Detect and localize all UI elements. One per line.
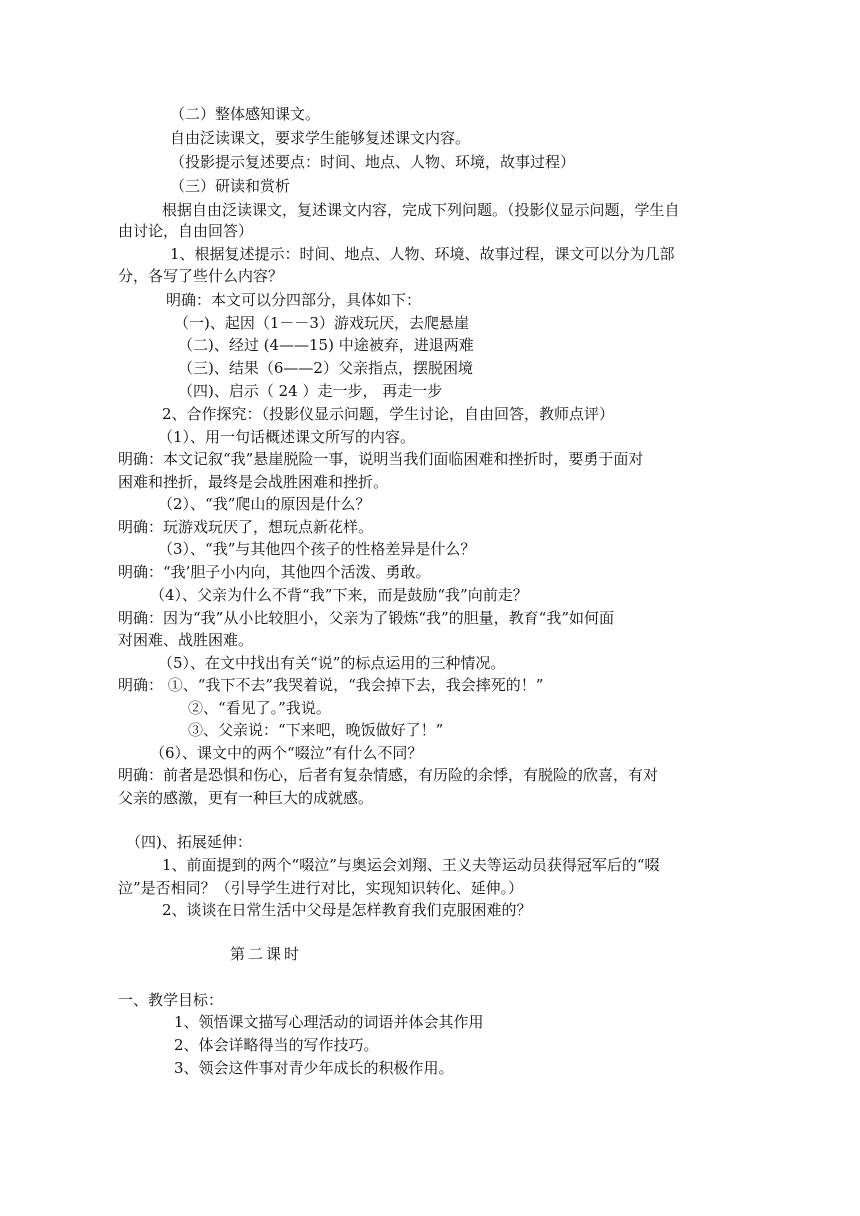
section-heading-extension: （四)、拓展延伸： xyxy=(126,833,252,851)
question-line: （1）、用一句话概述课文所写的内容。 xyxy=(158,428,416,446)
outline-item: （二)、经过 (4——15) 中途被弃，进退两难 xyxy=(178,336,474,354)
goal-item: 1、领悟课文描写心理活动的词语并体会其作用 xyxy=(174,1013,484,1031)
paragraph-line: 2、谈谈在日常生活中父母是怎样教育我们克服困难的？ xyxy=(162,901,532,919)
question-line: （5）、在文中找出有关“说”的标点运用的三种情况。 xyxy=(158,654,506,672)
question-line: （3）、“我”与其他四个孩子的性格差异是什么？ xyxy=(158,540,476,558)
answer-line: 明确：本文记叙“我”悬崖脱险一事，说明当我们面临困难和挫折时，要勇于面对 xyxy=(118,450,644,468)
paragraph-line: 由讨论，自由回答） xyxy=(118,222,254,240)
question-line: 1、根据复述提示：时间、地点、人物、环境、故事过程，课文可以分为几部 xyxy=(170,245,675,263)
goal-item: 2、体会详略得当的写作技巧。 xyxy=(174,1036,379,1054)
answer-line: 明确：因为“我”从小比较胆小，父亲为了锻炼“我”的胆量，教育“我”如何面 xyxy=(118,609,615,627)
question-line: 分，各写了些什么内容？ xyxy=(118,267,284,285)
answer-line: 明确：本文可以分四部分，具体如下： xyxy=(166,291,422,309)
outline-item: （三)、结果（6——2）父亲指点，摆脱困境 xyxy=(178,359,473,377)
answer-line: 父亲的感激，更有一种巨大的成就感。 xyxy=(118,789,374,807)
question-line: （6）、课文中的两个“啜泣”有什么不同？ xyxy=(150,744,423,762)
answer-line: 明确： ①、“我下不去”我哭着说，“我会掉下去，我会摔死的！” xyxy=(118,676,544,694)
answer-line: ②、“看见了。”我说。 xyxy=(188,699,331,717)
goal-item: 3、领会这件事对青少年成长的积极作用。 xyxy=(174,1059,454,1077)
answer-line: 明确：玩游戏玩厌了，想玩点新花样。 xyxy=(118,518,374,536)
answer-line: 明确：前者是恐惧和伤心，后者有复杂情感，有历险的余悸，有脱险的欣喜，有对 xyxy=(118,766,659,784)
paragraph-line: 根据自由泛读课文，复述课文内容，完成下列问题。（投影仪显示问题，学生自 xyxy=(162,201,680,219)
question-line: （4）、父亲为什么不背“我”下来，而是鼓励“我”向前走？ xyxy=(150,586,528,604)
paragraph-line: 1、前面提到的两个“啜泣”与奥运会刘翔、王义夫等运动员获得冠军后的“啜 xyxy=(162,856,660,874)
outline-item: （一)、起因（1－－3）游戏玩厌，去爬悬崖 xyxy=(174,314,469,332)
answer-line: 困难和挫折，最终是会战胜困难和挫折。 xyxy=(118,473,389,491)
question-line: 2、合作探究：（投影仪显示问题，学生讨论，自由回答，教师点评） xyxy=(162,405,615,423)
outline-item: （四)、启示（ 24 ）走一步， 再走一步 xyxy=(178,382,443,400)
paragraph-line: 泣”是否相同？（引导学生进行对比，实现知识转化、延伸。） xyxy=(118,879,524,897)
section-heading-study: （三）研读和赏析 xyxy=(170,177,291,195)
section-heading-overall: （二）整体感知课文。 xyxy=(170,105,321,123)
question-line: （2）、“我”爬山的原因是什么？ xyxy=(158,495,371,513)
answer-line: 明确：“我’胆子小内向，其他四个活泼、勇敢。 xyxy=(118,563,431,581)
paragraph-line: 自由泛读课文，要求学生能够复述课文内容。 xyxy=(170,129,471,147)
section-heading-goals: 一、教学目标： xyxy=(118,991,224,1009)
paragraph-line: （投影提示复述要点：时间、地点、人物、环境，故事过程） xyxy=(170,153,576,171)
answer-line: 对困难、战胜困难。 xyxy=(118,631,254,649)
lesson-heading: 第二课时 xyxy=(230,945,303,963)
answer-line: ③、父亲说：“下来吧，晚饭做好了！” xyxy=(188,721,444,739)
